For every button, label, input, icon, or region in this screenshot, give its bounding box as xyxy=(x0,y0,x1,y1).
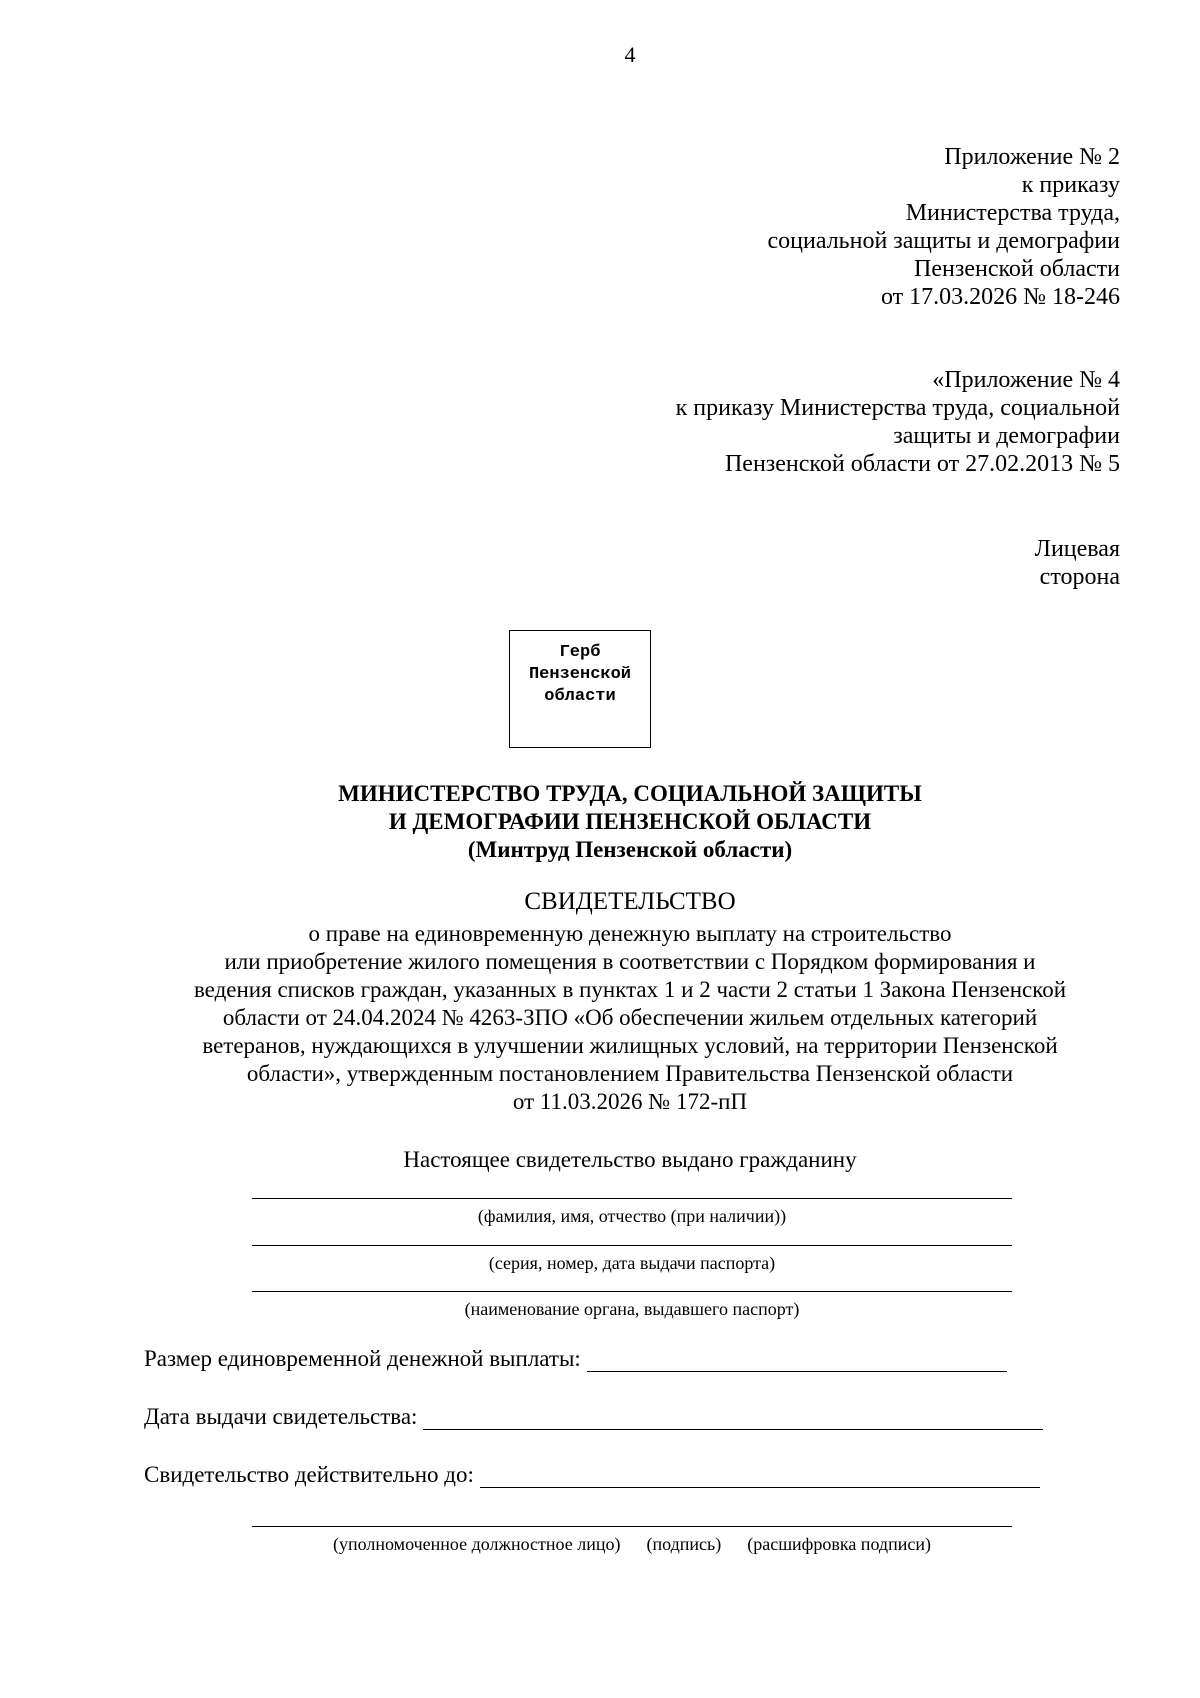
appendix-4-header xyxy=(676,366,1120,478)
appendix-4-line: защиты и демографии xyxy=(893,423,1120,449)
official-caption: (уполномоченное должностное лицо) xyxy=(333,1534,621,1554)
appendix-2-line: Пензенской области xyxy=(914,256,1120,282)
valid-until-label: Свидетельство действительно до: xyxy=(144,1462,474,1487)
certificate-subtitle-line: от 11.03.2026 № 172-пП xyxy=(512,1089,748,1114)
valid-until-row xyxy=(144,1462,1040,1488)
authority-fill-line[interactable] xyxy=(252,1291,1012,1292)
signature-fill-line[interactable] xyxy=(252,1526,1012,1527)
issue-date-label: Дата выдачи свидетельства: xyxy=(144,1404,418,1429)
signature-caption xyxy=(252,1534,1012,1555)
appendix-2-line: к приказу xyxy=(1021,172,1120,198)
issue-date-row xyxy=(144,1404,1043,1430)
name-fill-line[interactable] xyxy=(252,1198,1012,1199)
appendix-2-line: от 17.03.2026 № 18-246 xyxy=(880,284,1120,310)
appendix-2-header xyxy=(767,143,1120,311)
sign-caption: (подпись) xyxy=(646,1534,722,1554)
appendix-2-line: Приложение № 2 xyxy=(944,144,1120,170)
valid-until-field[interactable] xyxy=(480,1463,1040,1488)
page-number: 4 xyxy=(624,42,636,67)
certificate-subtitle-line: ветеранов, нуждающихся в улучшении жилищных условий, на территории Пензенской xyxy=(202,1033,1058,1058)
appendix-2-line: Министерства труда, xyxy=(905,200,1120,226)
authority-caption: (наименование органа, выдавшего паспорт) xyxy=(464,1299,800,1319)
appendix-2-line: социальной защиты и демографии xyxy=(767,228,1120,254)
passport-caption: (серия, номер, дата выдачи паспорта) xyxy=(488,1253,776,1273)
coat-of-arms-placeholder xyxy=(509,630,651,748)
ministry-heading xyxy=(0,780,1200,864)
face-side-line: сторона xyxy=(1039,564,1120,590)
coat-of-arms-line: Герб xyxy=(559,643,601,662)
payment-amount-row xyxy=(144,1346,1007,1372)
appendix-4-line: «Приложение № 4 xyxy=(932,367,1120,393)
coat-of-arms-line: области xyxy=(544,687,616,706)
ministry-line: И ДЕМОГРАФИИ ПЕНЗЕНСКОЙ ОБЛАСТИ xyxy=(388,809,872,834)
payment-amount-label: Размер единовременной денежной выплаты: xyxy=(144,1346,581,1371)
issue-date-field[interactable] xyxy=(423,1405,1043,1430)
ministry-line: МИНИСТЕРСТВО ТРУДА, СОЦИАЛЬНОЙ ЗАЩИТЫ xyxy=(338,781,922,806)
certificate-subtitle-line: о праве на единовременную денежную выплату на строительство xyxy=(308,921,952,946)
appendix-4-line: Пензенской области от 27.02.2013 № 5 xyxy=(724,451,1120,477)
face-side-line: Лицевая xyxy=(1034,536,1120,562)
certificate-subtitle-line: или приобретение жилого помещения в соответствии с Порядком формирования и xyxy=(224,949,1036,974)
decode-caption: (расшифровка подписи) xyxy=(747,1534,931,1554)
certificate-title: СВИДЕТЕЛЬСТВО xyxy=(524,888,736,915)
passport-fill-line[interactable] xyxy=(252,1245,1012,1246)
appendix-4-line: к приказу Министерства труда, социальной xyxy=(675,395,1120,421)
certificate-subtitle-line: области от 24.04.2024 № 4263-ЗПО «Об обеспечении жильем отдельных категорий xyxy=(222,1005,1038,1030)
coat-of-arms-line: Пензенской xyxy=(528,665,632,684)
certificate-subtitle xyxy=(0,920,1200,1116)
payment-amount-field[interactable] xyxy=(587,1347,1007,1372)
certificate-subtitle-line: области», утвержденным постановлением Правительства Пензенской области xyxy=(246,1061,1014,1086)
ministry-line: (Минтруд Пензенской области) xyxy=(467,837,793,862)
certificate-subtitle-line: ведения списков граждан, указанных в пунктах 1 и 2 части 2 статьи 1 Закона Пензенской xyxy=(193,977,1067,1002)
face-side-label xyxy=(1035,535,1120,591)
issued-to-label: Настоящее свидетельство выдано гражданину xyxy=(403,1147,857,1172)
name-caption: (фамилия, имя, отчество (при наличии)) xyxy=(477,1206,787,1226)
